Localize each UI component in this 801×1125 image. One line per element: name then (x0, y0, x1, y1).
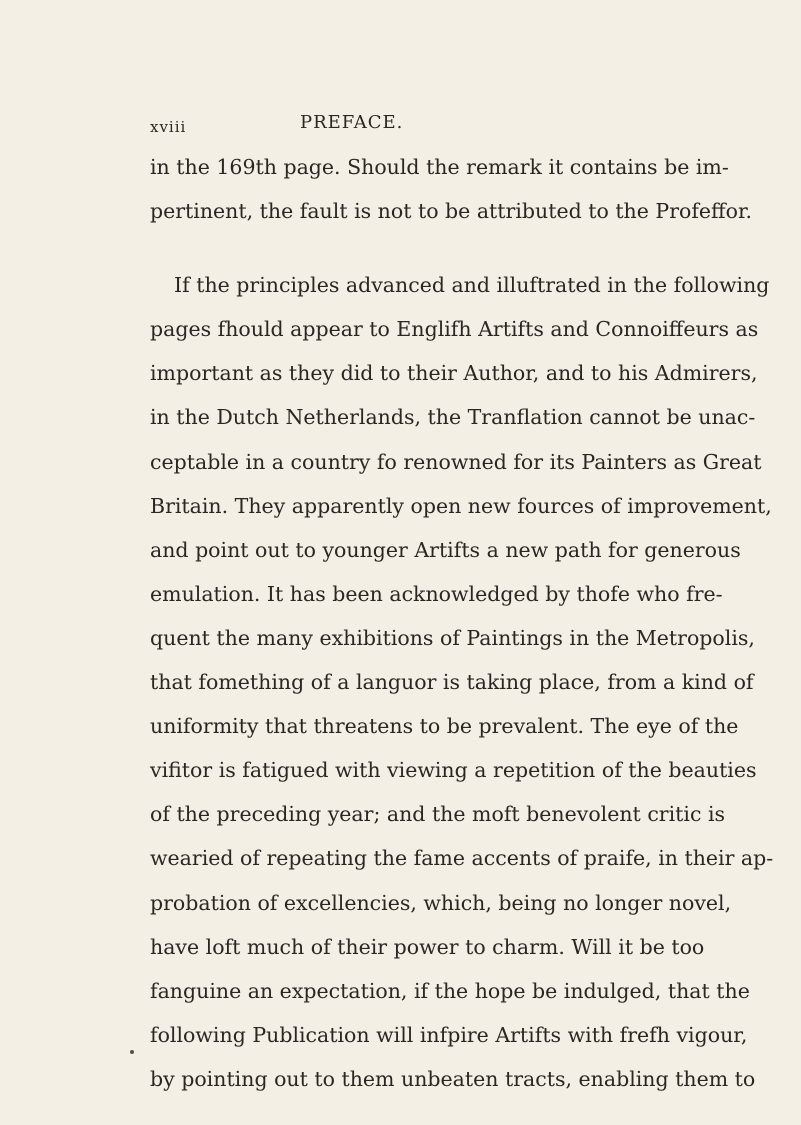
ink-speck (130, 1050, 134, 1054)
text-line: emulation. It has been acknowledged by thofe who fre- (150, 581, 723, 606)
text-line: by pointing out to them unbeaten tracts, enabling them to (150, 1066, 756, 1091)
text-line: If the principles advanced and illuftrated in the following (174, 273, 770, 298)
text-line: vifitor is fatigued with viewing a repetition of the beauties (150, 758, 757, 783)
text-line: wearied of repeating the fame accents of praife, in their ap- (150, 846, 774, 871)
text-line: uniformity that threatens to be prevalent. The eye of the (150, 714, 739, 739)
page-number: xviii (150, 118, 187, 136)
text-line: following Publication will infpire Artifts with frefh vigour, (150, 1022, 748, 1047)
paragraph-gap (150, 233, 695, 263)
text-line: ceptable in a country fo renowned for its Painters as Great (150, 449, 762, 474)
text-line: fanguine an expectation, if the hope be indulged, that the (150, 978, 750, 1003)
page-header (150, 112, 710, 142)
running-title: PREFACE. (300, 112, 404, 133)
text-line: quent the many exhibitions of Paintings in the Metropolis, (150, 625, 755, 650)
text-line: of the preceding year; and the moft benevolent critic is (150, 802, 726, 827)
text-line: Britain. They apparently open new fources of improvement, (150, 493, 772, 518)
text-line: and point out to younger Artifts a new path for generous (150, 537, 741, 562)
text-line: pages fhould appear to Englifh Artifts and Connoiffeurs as (150, 317, 759, 342)
text-line: have loft much of their power to charm. Will it be too (150, 934, 705, 959)
text-line: pertinent, the fault is not to be attributed to the Profeffor. (150, 199, 753, 224)
text-line: important as they did to their Author, and to his Admirers, (150, 361, 758, 386)
text-line: in the Dutch Netherlands, the Tranflation cannot be unac- (150, 405, 756, 430)
text-line: that fomething of a languor is taking place, from a kind of (150, 670, 754, 695)
body-text (150, 145, 774, 1101)
text-line: in the 169th page. Should the remark it contains be im- (150, 155, 729, 179)
text-line: probation of excellencies, which, being no longer novel, (150, 890, 732, 915)
